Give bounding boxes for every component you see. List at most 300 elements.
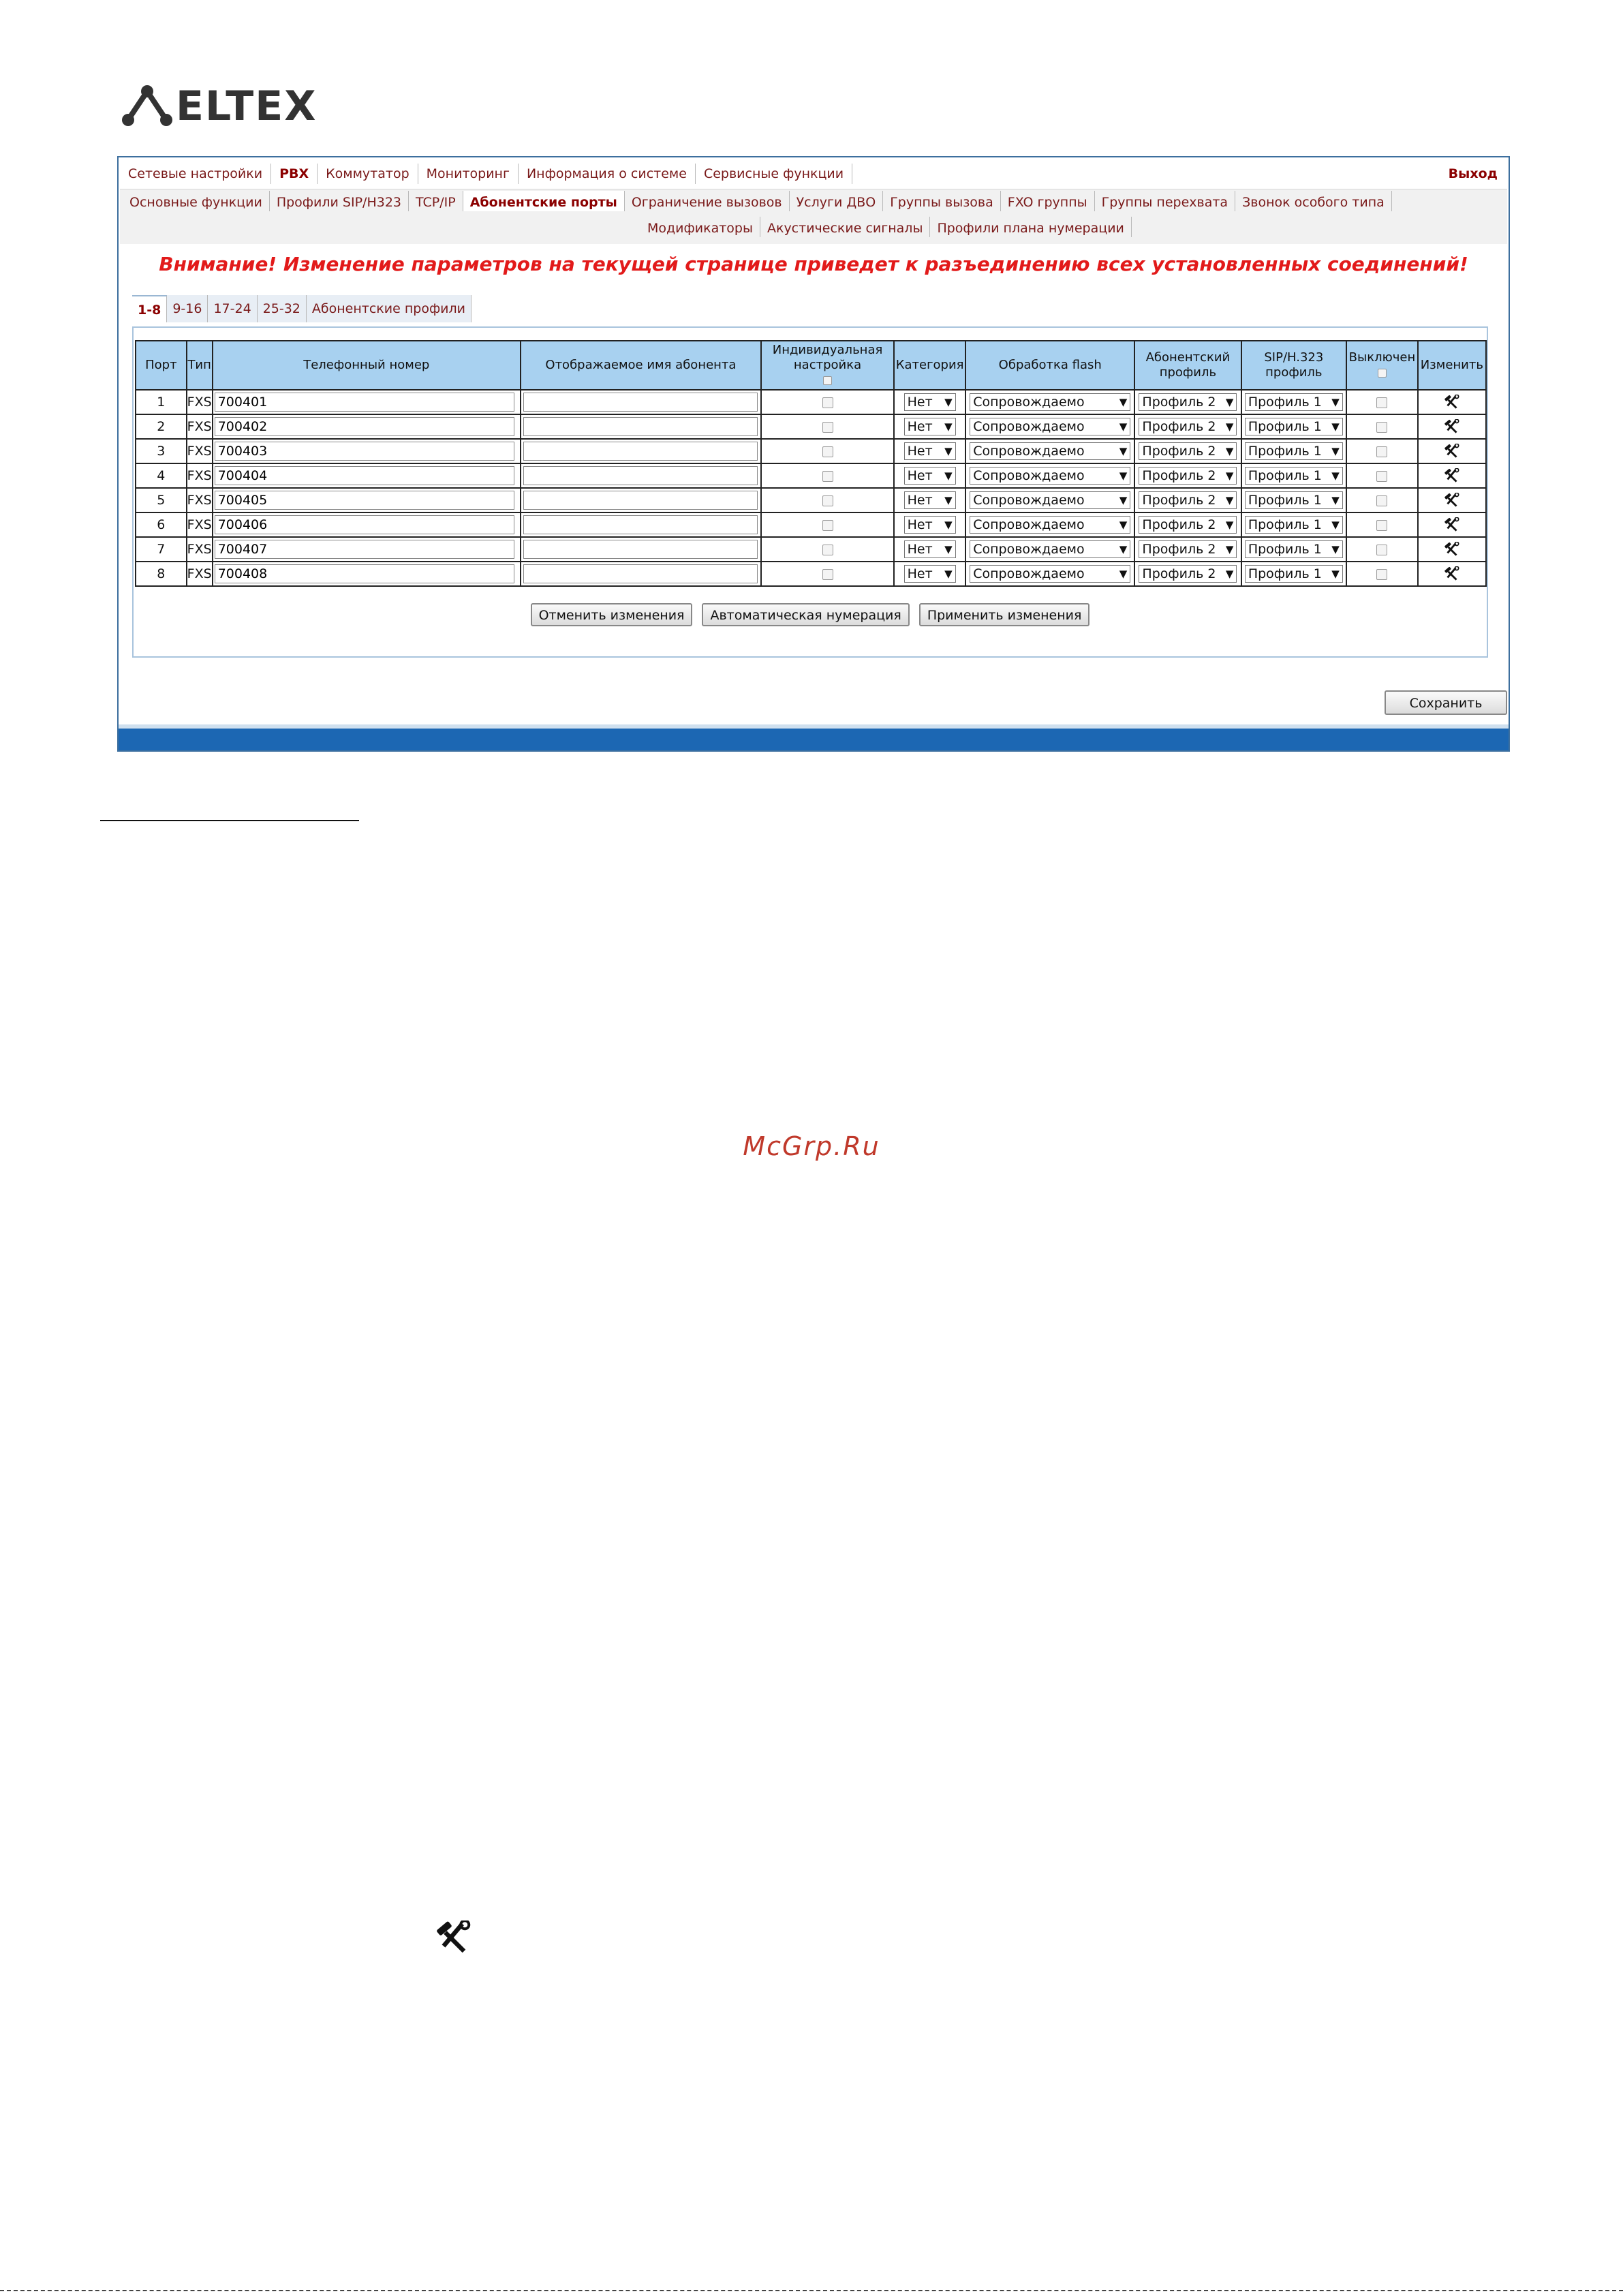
flash-select[interactable]	[970, 467, 1130, 485]
cell-sip-profile	[1241, 390, 1347, 414]
header-individual-line1: Индивидуальная	[772, 343, 883, 357]
cell-port: 5	[136, 488, 187, 512]
table-row	[136, 488, 1486, 512]
cell-individual	[761, 562, 894, 586]
menu-network-settings[interactable]: Сетевые настройки	[120, 164, 271, 184]
port-tabs	[132, 295, 472, 322]
display-name-input[interactable]	[523, 515, 758, 534]
subscriber-profile-value: Профиль 2	[1142, 566, 1216, 581]
menu-switch[interactable]: Коммутатор	[318, 164, 418, 184]
cell-display-name	[521, 463, 761, 488]
disabled-checkbox[interactable]	[1376, 495, 1387, 506]
submenu-call-restrictions[interactable]: Ограничение вызовов	[625, 191, 790, 211]
warning-message: Внимание! Изменение параметров на текущей странице приведет к разъединению всех установленных соединений!	[159, 253, 1468, 275]
dropdown-arrow-icon: ▼	[1331, 470, 1340, 482]
sip-profile-value: Профиль 1	[1248, 493, 1322, 508]
cell-disabled	[1346, 463, 1418, 488]
cell-disabled	[1346, 390, 1418, 414]
cell-sip-profile	[1241, 463, 1347, 488]
dropdown-arrow-icon: ▼	[944, 396, 953, 408]
header-sip-profile-line1: SIP/H.323	[1264, 350, 1324, 365]
cell-edit	[1418, 562, 1486, 586]
cell-category	[894, 390, 965, 414]
tab-ports-9-16[interactable]: 9-16	[167, 295, 208, 322]
cell-type: FXS	[187, 414, 213, 439]
hammer-wrench-icon[interactable]	[1443, 468, 1461, 483]
dropdown-arrow-icon: ▼	[1225, 445, 1234, 457]
individual-settings-checkbox[interactable]	[822, 545, 833, 555]
dropdown-arrow-icon: ▼	[1331, 568, 1340, 580]
subscriber-profile-select[interactable]	[1139, 491, 1237, 509]
cell-sip-profile	[1241, 512, 1347, 537]
category-select[interactable]	[904, 540, 956, 558]
phone-number-input[interactable]	[215, 515, 514, 534]
cell-category	[894, 463, 965, 488]
cell-sub-profile	[1134, 390, 1241, 414]
sub-menu-line-1	[123, 191, 1392, 211]
submenu-sip-profiles[interactable]: Профили SIP/H323	[270, 191, 409, 211]
header-sub-profile	[1134, 341, 1241, 390]
cell-disabled	[1346, 488, 1418, 512]
header-individual	[761, 341, 894, 390]
cell-sip-profile	[1241, 537, 1347, 562]
sip-profile-select[interactable]	[1245, 491, 1343, 509]
cell-port: 8	[136, 562, 187, 586]
dropdown-arrow-icon: ▼	[1331, 420, 1340, 433]
cell-flash	[965, 463, 1134, 488]
cell-edit	[1418, 512, 1486, 537]
cell-display-name	[521, 562, 761, 586]
hammer-wrench-icon[interactable]	[1443, 444, 1461, 459]
eltex-logo-mark-icon	[121, 85, 173, 128]
cell-category	[894, 512, 965, 537]
disabled-checkbox[interactable]	[1376, 446, 1387, 457]
disabled-select-all-checkbox[interactable]	[1378, 369, 1387, 378]
header-edit: Изменить	[1418, 341, 1486, 390]
sip-profile-value: Профиль 1	[1248, 444, 1322, 459]
cell-phone	[213, 463, 521, 488]
hammer-wrench-icon	[432, 1920, 476, 1957]
flash-select[interactable]	[970, 442, 1130, 460]
phone-number-input[interactable]	[215, 491, 514, 510]
display-name-input[interactable]	[523, 393, 758, 412]
dropdown-arrow-icon: ▼	[944, 543, 953, 555]
flash-select[interactable]	[970, 516, 1130, 534]
dropdown-arrow-icon: ▼	[944, 470, 953, 482]
flash-value: Сопровождаемо	[973, 419, 1085, 434]
cell-type: FXS	[187, 562, 213, 586]
cell-disabled	[1346, 562, 1418, 586]
category-select[interactable]	[904, 516, 956, 534]
subscriber-profile-select[interactable]	[1139, 516, 1237, 534]
cell-flash	[965, 512, 1134, 537]
cell-flash	[965, 537, 1134, 562]
apply-changes-button[interactable]: Применить изменения	[919, 603, 1090, 626]
individual-settings-checkbox[interactable]	[822, 397, 833, 408]
dropdown-arrow-icon: ▼	[1331, 445, 1340, 457]
cell-type: FXS	[187, 537, 213, 562]
header-sub-profile-line2: профиль	[1159, 365, 1217, 380]
category-value: Нет	[907, 468, 933, 483]
flash-select[interactable]	[970, 565, 1130, 583]
cell-sip-profile	[1241, 439, 1347, 463]
cell-display-name	[521, 512, 761, 537]
text-underline-rule	[100, 820, 359, 821]
sip-profile-value: Профиль 1	[1248, 517, 1322, 532]
subscriber-profile-select[interactable]	[1139, 540, 1237, 558]
cell-type: FXS	[187, 439, 213, 463]
footer-bar	[119, 724, 1509, 750]
eltex-logo	[121, 82, 317, 131]
cell-phone	[213, 488, 521, 512]
subscriber-profile-select[interactable]	[1139, 418, 1237, 435]
display-name-input[interactable]	[523, 564, 758, 583]
menu-system-info[interactable]: Информация о системе	[519, 164, 696, 184]
flash-value: Сопровождаемо	[973, 566, 1085, 581]
header-category: Категория	[894, 341, 965, 390]
cell-phone	[213, 512, 521, 537]
disabled-checkbox[interactable]	[1376, 520, 1387, 531]
table-row	[136, 562, 1486, 586]
cell-category	[894, 414, 965, 439]
sub-menu-line-2	[640, 217, 1132, 237]
save-button[interactable]: Сохранить	[1385, 690, 1507, 715]
flash-value: Сопровождаемо	[973, 493, 1085, 508]
cell-edit	[1418, 439, 1486, 463]
submenu-main-functions[interactable]: Основные функции	[123, 191, 270, 211]
ports-panel	[132, 326, 1488, 658]
dropdown-arrow-icon: ▼	[944, 519, 953, 531]
cell-phone	[213, 390, 521, 414]
header-display-name: Отображаемое имя абонента	[521, 341, 761, 390]
sip-profile-select[interactable]	[1245, 393, 1343, 411]
hammer-wrench-icon[interactable]	[1443, 493, 1461, 508]
cell-sip-profile	[1241, 414, 1347, 439]
phone-number-input[interactable]	[215, 540, 514, 559]
cell-disabled	[1346, 414, 1418, 439]
flash-value: Сопровождаемо	[973, 468, 1085, 483]
header-individual-line2: настройка	[793, 358, 862, 372]
logo-text: ELTEX	[176, 82, 318, 130]
dropdown-arrow-icon: ▼	[1119, 519, 1128, 531]
header-port: Порт	[136, 341, 187, 390]
submenu-tcpip[interactable]: TCP/IP	[409, 191, 463, 211]
cell-category	[894, 562, 965, 586]
flash-select[interactable]	[970, 418, 1130, 435]
cell-display-name	[521, 390, 761, 414]
table-row	[136, 414, 1486, 439]
cell-sip-profile	[1241, 488, 1347, 512]
category-value: Нет	[907, 517, 933, 532]
header-phone: Телефонный номер	[213, 341, 521, 390]
sip-profile-select[interactable]	[1245, 442, 1343, 460]
sip-profile-select[interactable]	[1245, 540, 1343, 558]
cell-display-name	[521, 439, 761, 463]
subscriber-profile-value: Профиль 2	[1142, 542, 1216, 557]
category-select[interactable]	[904, 393, 956, 411]
cell-port: 7	[136, 537, 187, 562]
cell-type: FXS	[187, 390, 213, 414]
subscriber-profile-value: Профиль 2	[1142, 517, 1216, 532]
submenu-pickup-groups[interactable]: Группы перехвата	[1095, 191, 1235, 211]
dropdown-arrow-icon: ▼	[1119, 420, 1128, 433]
phone-number-input[interactable]	[215, 466, 514, 485]
submenu-acoustic-signals[interactable]: Акустические сигналы	[760, 217, 930, 237]
individual-settings-checkbox[interactable]	[822, 569, 833, 580]
table-row	[136, 463, 1486, 488]
cell-sub-profile	[1134, 439, 1241, 463]
cell-individual	[761, 414, 894, 439]
cell-individual	[761, 390, 894, 414]
header-flash: Обработка flash	[965, 341, 1134, 390]
cell-individual	[761, 512, 894, 537]
subscriber-profile-value: Профиль 2	[1142, 395, 1216, 410]
sip-profile-value: Профиль 1	[1248, 468, 1322, 483]
exit-link[interactable]: Выход	[1448, 166, 1498, 181]
cell-disabled	[1346, 537, 1418, 562]
cell-port: 6	[136, 512, 187, 537]
dropdown-arrow-icon: ▼	[944, 568, 953, 580]
cell-sub-profile	[1134, 512, 1241, 537]
auto-numbering-button[interactable]: Автоматическая нумерация	[702, 603, 909, 626]
dropdown-arrow-icon: ▼	[944, 494, 953, 506]
tab-subscriber-profiles[interactable]: Абонентские профили	[307, 295, 472, 322]
cell-flash	[965, 562, 1134, 586]
cell-edit	[1418, 488, 1486, 512]
table-header-row	[136, 341, 1486, 390]
dropdown-arrow-icon: ▼	[1119, 494, 1128, 506]
submenu-dvo-services[interactable]: Услуги ДВО	[790, 191, 884, 211]
subscriber-profile-value: Профиль 2	[1142, 444, 1216, 459]
category-select[interactable]	[904, 565, 956, 583]
sip-profile-value: Профиль 1	[1248, 419, 1322, 434]
dropdown-arrow-icon: ▼	[1119, 543, 1128, 555]
display-name-input[interactable]	[523, 442, 758, 461]
cell-type: FXS	[187, 463, 213, 488]
disabled-checkbox[interactable]	[1376, 569, 1387, 580]
subscriber-profile-value: Профиль 2	[1142, 493, 1216, 508]
disabled-checkbox[interactable]	[1376, 471, 1387, 482]
action-buttons	[134, 603, 1487, 626]
cell-display-name	[521, 537, 761, 562]
header-disabled-label: Выключен	[1348, 350, 1416, 365]
cell-disabled	[1346, 512, 1418, 537]
flash-select[interactable]	[970, 491, 1130, 509]
tab-ports-25-32[interactable]: 25-32	[258, 295, 307, 322]
table-row	[136, 512, 1486, 537]
table-row	[136, 390, 1486, 414]
cell-edit	[1418, 537, 1486, 562]
dropdown-arrow-icon: ▼	[1119, 568, 1128, 580]
dropdown-arrow-icon: ▼	[1119, 470, 1128, 482]
subscriber-profile-value: Профиль 2	[1142, 419, 1216, 434]
web-ui-frame	[117, 156, 1510, 752]
cell-individual	[761, 537, 894, 562]
cell-display-name	[521, 488, 761, 512]
cell-phone	[213, 414, 521, 439]
display-name-input[interactable]	[523, 466, 758, 485]
page-bottom-rule	[0, 2290, 1623, 2291]
watermark: McGrp.Ru	[743, 1131, 880, 1161]
phone-number-input[interactable]	[215, 564, 514, 583]
cell-port: 2	[136, 414, 187, 439]
dropdown-arrow-icon: ▼	[1331, 494, 1340, 506]
display-name-input[interactable]	[523, 540, 758, 559]
phone-number-input[interactable]	[215, 442, 514, 461]
dropdown-arrow-icon: ▼	[944, 420, 953, 433]
individual-settings-checkbox[interactable]	[822, 446, 833, 457]
submenu-modifiers[interactable]: Модификаторы	[640, 217, 760, 237]
phone-number-input[interactable]	[215, 417, 514, 436]
category-select[interactable]	[904, 491, 956, 509]
disabled-checkbox[interactable]	[1376, 397, 1387, 408]
dropdown-arrow-icon: ▼	[1225, 519, 1234, 531]
cell-flash	[965, 439, 1134, 463]
submenu-distinctive-ring[interactable]: Звонок особого типа	[1235, 191, 1392, 211]
sip-profile-select[interactable]	[1245, 516, 1343, 534]
subscriber-profile-select[interactable]	[1139, 467, 1237, 485]
cell-phone	[213, 562, 521, 586]
flash-value: Сопровождаемо	[973, 444, 1085, 459]
cell-category	[894, 537, 965, 562]
cell-phone	[213, 537, 521, 562]
individual-settings-checkbox[interactable]	[822, 495, 833, 506]
cell-type: FXS	[187, 488, 213, 512]
tab-ports-17-24[interactable]: 17-24	[208, 295, 257, 322]
dropdown-arrow-icon: ▼	[1119, 396, 1128, 408]
cancel-changes-button[interactable]: Отменить изменения	[531, 603, 693, 626]
header-sip-profile-line2: профиль	[1265, 365, 1323, 380]
cell-sub-profile	[1134, 463, 1241, 488]
hammer-wrench-icon[interactable]	[1443, 395, 1461, 410]
sub-menu	[120, 189, 1507, 244]
disabled-checkbox[interactable]	[1376, 545, 1387, 555]
submenu-call-groups[interactable]: Группы вызова	[883, 191, 1001, 211]
dropdown-arrow-icon: ▼	[1331, 519, 1340, 531]
cell-edit	[1418, 390, 1486, 414]
sip-profile-select[interactable]	[1245, 467, 1343, 485]
cell-edit	[1418, 463, 1486, 488]
individual-settings-checkbox[interactable]	[822, 422, 833, 433]
individual-select-all-checkbox[interactable]	[823, 376, 832, 385]
header-type: Тип	[187, 341, 213, 390]
ports-table	[135, 340, 1487, 587]
cell-individual	[761, 439, 894, 463]
category-value: Нет	[907, 493, 933, 508]
submenu-subscriber-ports[interactable]: Абонентские порты	[463, 191, 625, 211]
flash-select[interactable]	[970, 393, 1130, 411]
individual-settings-checkbox[interactable]	[822, 471, 833, 482]
individual-settings-checkbox[interactable]	[822, 520, 833, 531]
flash-select[interactable]	[970, 540, 1130, 558]
flash-value: Сопровождаемо	[973, 517, 1085, 532]
sip-profile-value: Профиль 1	[1248, 395, 1322, 410]
cell-sub-profile	[1134, 414, 1241, 439]
menu-pbx[interactable]: PBX	[271, 164, 318, 184]
category-value: Нет	[907, 566, 933, 581]
cell-flash	[965, 488, 1134, 512]
category-value: Нет	[907, 395, 933, 410]
sip-profile-value: Профиль 1	[1248, 566, 1322, 581]
category-select[interactable]	[904, 467, 956, 485]
dropdown-arrow-icon: ▼	[944, 445, 953, 457]
cell-sip-profile	[1241, 562, 1347, 586]
dropdown-arrow-icon: ▼	[1225, 568, 1234, 580]
dropdown-arrow-icon: ▼	[1225, 543, 1234, 555]
cell-phone	[213, 439, 521, 463]
dropdown-arrow-icon: ▼	[1225, 470, 1234, 482]
dropdown-arrow-icon: ▼	[1225, 494, 1234, 506]
hammer-wrench-icon[interactable]	[1443, 566, 1461, 581]
submenu-fxo-groups[interactable]: FXO группы	[1001, 191, 1095, 211]
dropdown-arrow-icon: ▼	[1225, 420, 1234, 433]
header-sub-profile-line1: Абонентский	[1145, 350, 1231, 365]
category-value: Нет	[907, 444, 933, 459]
category-select[interactable]	[904, 442, 956, 460]
hammer-wrench-icon[interactable]	[1443, 542, 1461, 557]
header-disabled	[1346, 341, 1418, 390]
dropdown-arrow-icon: ▼	[1331, 396, 1340, 408]
cell-port: 1	[136, 390, 187, 414]
cell-flash	[965, 390, 1134, 414]
hammer-wrench-icon[interactable]	[1443, 419, 1461, 434]
category-select[interactable]	[904, 418, 956, 435]
table-row	[136, 537, 1486, 562]
subscriber-profile-select[interactable]	[1139, 565, 1237, 583]
table-row	[136, 439, 1486, 463]
menu-service-functions[interactable]: Сервисные функции	[696, 164, 852, 184]
cell-type: FXS	[187, 512, 213, 537]
flash-value: Сопровождаемо	[973, 395, 1085, 410]
tab-ports-1-8[interactable]: 1-8	[132, 295, 167, 322]
display-name-input[interactable]	[523, 491, 758, 510]
dropdown-arrow-icon: ▼	[1225, 396, 1234, 408]
cell-sub-profile	[1134, 562, 1241, 586]
cell-display-name	[521, 414, 761, 439]
cell-port: 4	[136, 463, 187, 488]
cell-disabled	[1346, 439, 1418, 463]
sip-profile-value: Профиль 1	[1248, 542, 1322, 557]
category-value: Нет	[907, 542, 933, 557]
cell-sub-profile	[1134, 537, 1241, 562]
header-sip-profile	[1241, 341, 1347, 390]
cell-flash	[965, 414, 1134, 439]
sip-profile-select[interactable]	[1245, 418, 1343, 435]
cell-sub-profile	[1134, 488, 1241, 512]
dropdown-arrow-icon: ▼	[1119, 445, 1128, 457]
phone-number-input[interactable]	[215, 393, 514, 412]
submenu-dialplan-profiles[interactable]: Профили плана нумерации	[930, 217, 1131, 237]
category-value: Нет	[907, 419, 933, 434]
cell-category	[894, 439, 965, 463]
top-menu	[120, 159, 1507, 189]
cell-category	[894, 488, 965, 512]
disabled-checkbox[interactable]	[1376, 422, 1387, 433]
dropdown-arrow-icon: ▼	[1331, 543, 1340, 555]
subscriber-profile-select[interactable]	[1139, 442, 1237, 460]
cell-edit	[1418, 414, 1486, 439]
cell-port: 3	[136, 439, 187, 463]
ports-table-body	[136, 390, 1486, 586]
menu-monitoring[interactable]: Мониторинг	[418, 164, 519, 184]
subscriber-profile-value: Профиль 2	[1142, 468, 1216, 483]
subscriber-profile-select[interactable]	[1139, 393, 1237, 411]
sip-profile-select[interactable]	[1245, 565, 1343, 583]
display-name-input[interactable]	[523, 417, 758, 436]
cell-individual	[761, 488, 894, 512]
hammer-wrench-icon[interactable]	[1443, 517, 1461, 532]
flash-value: Сопровождаемо	[973, 542, 1085, 557]
